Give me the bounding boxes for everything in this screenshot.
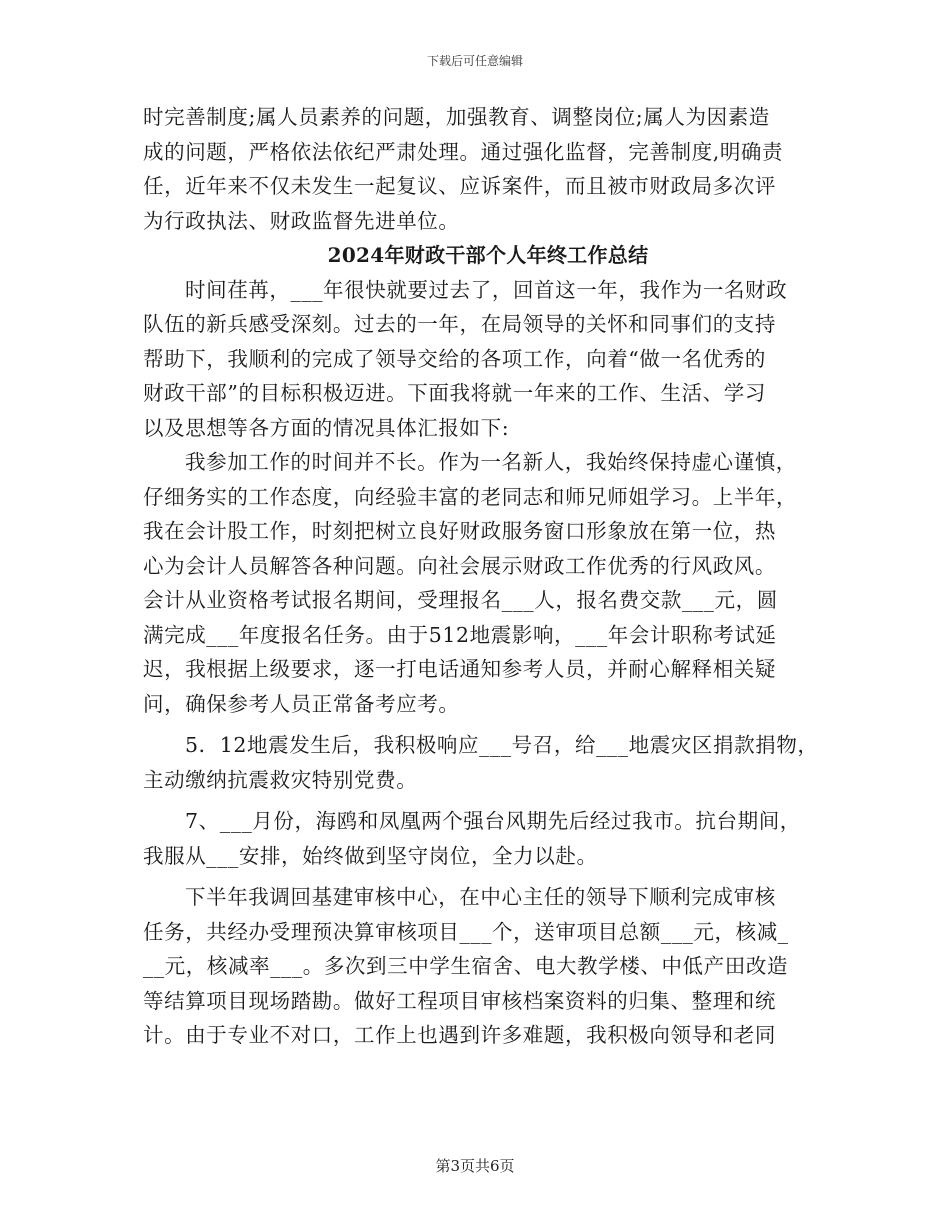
section-title: 2024年财政干部个人年终工作总结 — [327, 243, 649, 267]
text-line: 帮助下，我顺利的完成了领导交给的各项工作，向着“做一名优秀的 — [143, 346, 766, 371]
text-line: 我服从___安排，始终做到坚守岗位，全力以赴。 — [143, 843, 598, 868]
text-line: 时间荏苒，___年很快就要过去了，回首这一年，我作为一名财政 — [185, 277, 788, 302]
text-line: 计。由于专业不对口，工作上也遇到许多难题，我积极向领导和老同 — [143, 1023, 776, 1047]
text-line: 7、___月份，海鸥和凤凰两个强台风期先后经过我市。抗台期间， — [185, 809, 801, 833]
text-line: 队伍的新兵感受深刻。过去的一年，在局领导的关怀和同事们的支持 — [143, 312, 776, 336]
text-line: __元，核减率___。多次到三中学生宿舍、电大教学楼、中低产田改造 — [143, 954, 789, 978]
text-line: 迟，我根据上级要求，逐一打电话通知参考人员，并耐心解释相关疑 — [143, 657, 776, 681]
text-line: 心为会计人员解答各种问题。向社会展示财政工作优秀的行风政风。 — [143, 553, 776, 578]
text-line: 5．12地震发生后，我积极响应___号召，给___地震灾区捐款捐物， — [185, 733, 819, 757]
text-line: 会计从业资格考试报名期间，受理报名___人，报名费交款___元，圆 — [143, 588, 778, 612]
text-line: 任，近年来不仅未发生一起复议、应诉案件，而且被市财政局多次评 — [143, 174, 776, 198]
document-body — [143, 100, 833, 1053]
page-footer: 第3页共6页 — [435, 1157, 515, 1175]
text-line: 以及思想等各方面的情况具体汇报如下: — [143, 415, 510, 440]
text-line: 我在会计股工作，时刻把树立良好财政服务窗口形象放在第一位，热 — [143, 519, 776, 543]
text-line: 成的问题，严格依法依纪严肃处理。通过强化监督，完善制度,明确责 — [143, 139, 784, 164]
text-line: 问，确保参考人员正常备考应考。 — [143, 691, 460, 716]
text-line: 财政干部”的目标积极迈进。下面我将就一年来的工作、生活、学习 — [143, 381, 766, 405]
text-line: 下半年我调回基建审核中心，在中心主任的领导下顺利完成审核 — [185, 885, 776, 909]
text-line: 我参加工作的时间并不长。作为一名新人，我始终保持虚心谨慎， — [185, 450, 797, 474]
text-line: 等结算项目现场踏勘。做好工程项目审核档案资料的归集、整理和统 — [143, 988, 776, 1013]
paragraph-gap — [143, 797, 833, 804]
paragraph-gap — [143, 873, 833, 880]
text-line: 时完善制度;属人员素养的问题，加强教育、调整岗位;属人为因素造 — [143, 105, 770, 129]
page-header: 下载后可任意编辑 — [426, 54, 523, 68]
text-line: 为行政执法、财政监督先进单位。 — [143, 208, 460, 233]
text-line: 任务，共经办受理预决算审核项目___个，送审项目总额___元，核减_ — [143, 919, 789, 944]
text-line: 仔细务实的工作态度，向经验丰富的老同志和师兄师姐学习。上半年， — [143, 484, 798, 509]
paragraph-gap — [143, 721, 833, 728]
text-line: 主动缴纳抗震救灾特别党费。 — [143, 767, 418, 792]
text-line: 满完成___年度报名任务。由于512地震影响，___年会计职称考试延 — [143, 622, 777, 647]
